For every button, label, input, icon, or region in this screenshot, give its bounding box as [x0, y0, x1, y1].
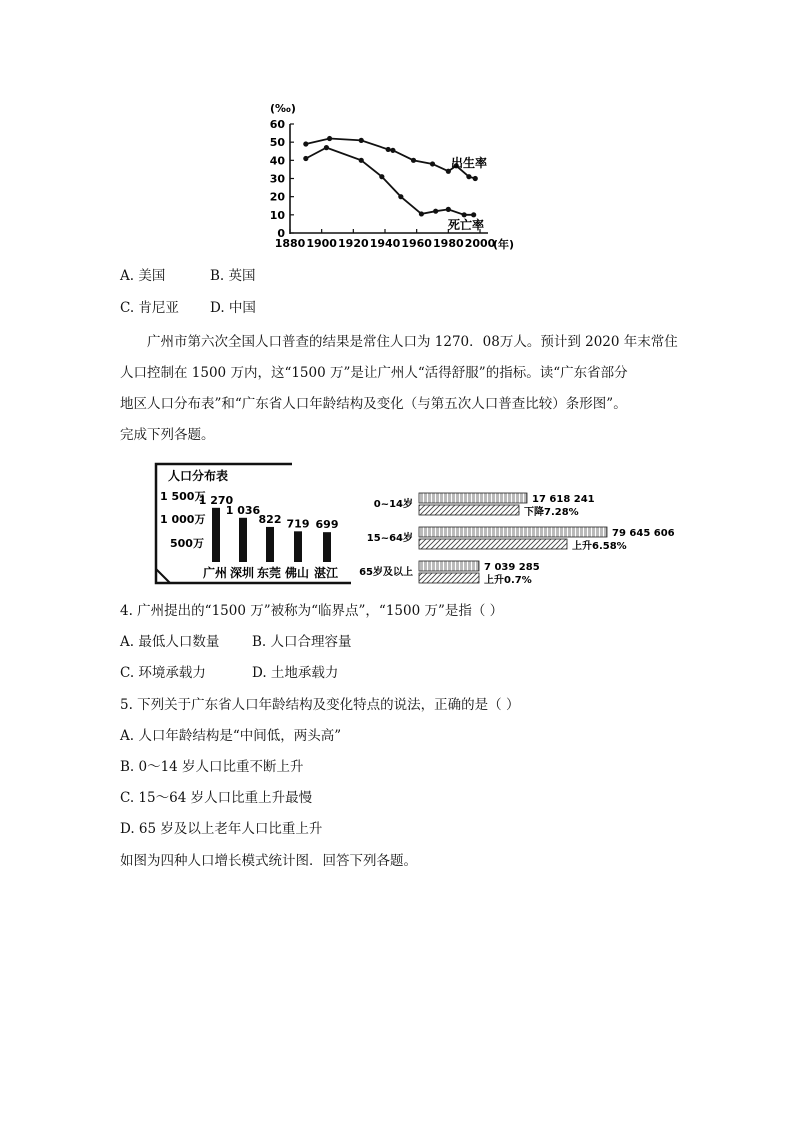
age-category-label: 15~64岁: [366, 533, 413, 544]
x-unit-label: (年): [493, 238, 515, 251]
x-tick-label: 1940: [369, 237, 401, 250]
bar-current-1: [419, 527, 607, 537]
x-tick-label: 1920: [338, 237, 369, 250]
passage-line-1: 广州市第六次全国人口普查的结果是常住人口为 1270．08万人。预计到 2020 年末常住: [147, 334, 678, 350]
q5-option-d: D. 65 岁及以上老年人口比重上升: [120, 821, 323, 837]
y-tick-label: 20: [269, 190, 285, 204]
series-label-death: 死亡率: [448, 218, 485, 232]
bar-value-label: 17 618 241: [532, 494, 595, 505]
category-label: 广州: [202, 566, 228, 580]
q5-stem: 5. 下列关于广东省人口年龄结构及变化特点的说法，正确的是（ ）: [120, 697, 520, 713]
y-tick-label: 0: [277, 227, 285, 240]
q5-option-c: C. 15～64 岁人口比重上升最慢: [120, 790, 313, 806]
bar-value-label: 699: [315, 518, 339, 532]
option-b: B. 英国: [210, 268, 256, 284]
y-tick-label: 40: [269, 154, 285, 168]
q4-option-b: B. 人口合理容量: [252, 634, 352, 650]
bar-value-label: 79 645 606: [612, 528, 675, 539]
x-tick-label: 1880: [274, 237, 306, 250]
closing-prompt: 如图为四种人口增长模式统计图．回答下列各题。: [120, 853, 417, 869]
bar-value-label: 719: [286, 517, 310, 531]
category-label: 东莞: [256, 566, 282, 580]
table-title: 人口分布表: [168, 469, 229, 483]
bar-change-label: 上升0.7%: [484, 575, 532, 586]
y-tick-label: 60: [269, 118, 285, 131]
y-tick-label: 10: [269, 208, 285, 222]
bar-value-label: 1 270: [198, 493, 234, 507]
age-category-label: 65岁及以上: [359, 567, 413, 578]
bar-previous-1: [419, 539, 567, 549]
bar-current-0: [419, 493, 527, 503]
bar-previous-0: [419, 505, 519, 515]
y-unit-label: (‰): [270, 102, 296, 115]
x-tick-label: 1960: [401, 237, 432, 250]
bar-change-label: 下降7.28%: [524, 507, 579, 518]
q4-stem: 4. 广州提出的“1500 万”被称为“临界点”，“1500 万”是指（ ）: [120, 603, 504, 619]
bar-value-label: 822: [258, 512, 282, 526]
option-a: A. 美国: [120, 268, 166, 284]
bar-current-2: [419, 561, 479, 571]
age-groups: [359, 493, 675, 586]
passage-line-4: 完成下列各题。: [120, 427, 215, 443]
y-tick-label: 30: [269, 172, 285, 186]
passage-line-2: 人口控制在 1500 万内，这“1500 万”是让广州人“活得舒服”的指标。读“广东省部分: [120, 365, 628, 381]
category-label: 佛山: [284, 566, 310, 580]
q5-option-b: B. 0～14 岁人口比重不断上升: [120, 759, 304, 775]
x-tick-label: 1980: [433, 237, 464, 250]
y-tick-500: 500万: [170, 537, 204, 550]
y-tick-1000: 1 000万: [160, 513, 206, 526]
category-label: 湛江: [313, 566, 339, 580]
bar-change-label: 上升6.58%: [572, 541, 627, 552]
bar-value-label: 1 036: [225, 503, 261, 517]
option-c: C. 肯尼亚: [120, 300, 179, 316]
x-tick-label: 2000: [464, 237, 496, 250]
bar-value-label: 7 039 285: [484, 562, 540, 573]
series-label-birth: 出生率: [451, 156, 488, 170]
y-tick-label: 50: [269, 136, 285, 150]
q4-option-d: D. 土地承载力: [252, 665, 339, 681]
bar-previous-2: [419, 573, 479, 583]
category-label: 深圳: [229, 566, 255, 580]
age-category-label: 0~14岁: [373, 499, 413, 510]
q4-option-a: A. 最低人口数量: [120, 634, 220, 650]
passage-line-3: 地区人口分布表”和“广东省人口年龄结构及变化（与第五次人口普查比较）条形图”。: [120, 396, 627, 412]
q5-option-a: A. 人口年龄结构是“中间低，两头高”: [120, 728, 342, 744]
x-tick-label: 1900: [306, 237, 337, 250]
y-tick-1500: 1 500万: [160, 490, 206, 503]
q4-option-c: C. 环境承载力: [120, 665, 206, 681]
option-d: D. 中国: [210, 300, 256, 316]
